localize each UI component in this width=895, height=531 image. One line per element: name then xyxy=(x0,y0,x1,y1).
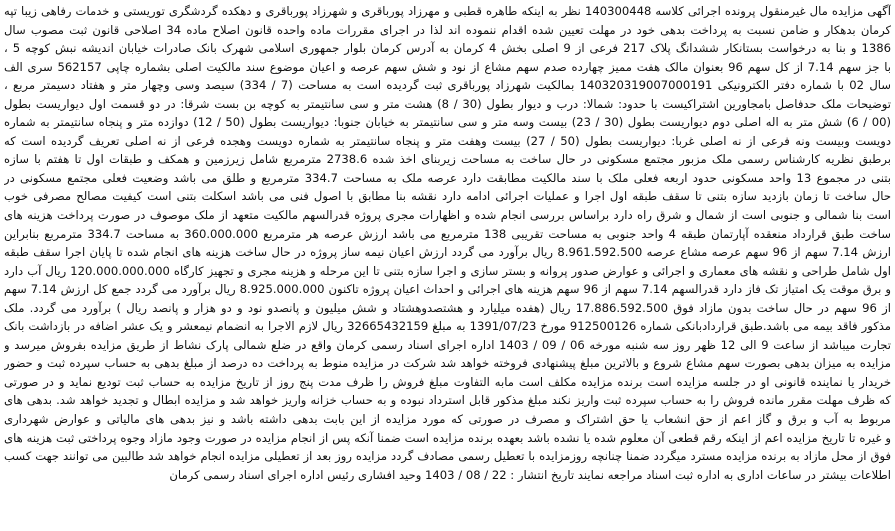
notice-line: و برق موقت یک امتیاز تک فاز دارد قدرالسهم 7.14 سهم از 96 سهم هزینه های اجرائی و احداث اعیان پروژه تاکنون 8.925.000.000 ریال برآورد می گردد جمع کل ارزش 7.14 سهم xyxy=(4,282,891,297)
notice-line: مذکور فاقد بیمه می باشد.طبق قراردادبانکی شماره 912500126 مورخ 1391/07/23 به مبلغ 32665432159 ریال لازم الاجرا به انضمام نیمعشر و یک عشر اضافه در بازداشت بانک xyxy=(4,319,891,334)
notice-line: ساخت طبق قرارداد منعقده آپارتمان طبقه 4 واحد جنوبی به مساحت تقریبی 138 مترمربع می باشد ارزش عرصه هر مترمربع 360.000.000 به مساحت 334.7 مترمربع بنابراین xyxy=(4,226,891,241)
notice-line: که ظرف مهلت مقرر مانده فروش را به حساب سپرده ثبت واریز نکند مبلغ مذکور قابل استرداد نبوده و به حساب خزانه واریز خواهد شد و مزایده ابطال و تجدید خواهد شد. بدهی های xyxy=(4,393,891,408)
notice-line: دویست وبیست ونه فرعی از نه اصلی غربا: دیواریست بطول (50 / 27) بیست وهفت متر و پنجاه سانتیمتر به شماره دویست وهجده فرعی از نه اصلی تعریف گردیده است که xyxy=(4,133,891,148)
notice-line: خریدار یا نماینده قانونی او در جلسه مزایده است برنده مزایده مکلف است مابه التفاوت مبلغ فروش را ظرف مدت پنج روز از تاریخ مزایده به حساب ثبت تودیع نماید و در صورتی xyxy=(4,374,891,389)
notice-line: 1386 و بنا به درخواست بستانکار ششدانگ پلاک 217 فرعی از 9 اصلی بخش 4 کرمان به آدرس کرمان بلوار جمهوری اسلامی شهرک بانک صادرات خیابان اندیشه نبش کوچه 5 ، xyxy=(4,41,891,56)
notice-line: است بنا شمالی و جنوبی است از شمال و شرق راه دارد براساس بررسی انجام شده و اظهارات مجری پروژه قدرالسهم مالکیت متعهد از ملک موصوف در صورت پرداخت هزینه های xyxy=(4,208,891,223)
notice-line: بتنی در مجموع 13 واحد مسکونی حدود اربعه فعلی ملک با سند مالکیت مطابقت دارد عرصه ملک به مساحت 334.7 مترمربع و طلق می باشد وضعیت فعلی مجتمع مسکونی در xyxy=(4,170,891,185)
notice-line: توضیحات ملک حدفاصل بامجاورین اشتراکیست با حدود: شمالا: درب و دیوار بطول (30 / 8) هشت متر و سی سانتیمتر به کوچه بن بست شرقا: در دو قسمت اول دیواریست بطول xyxy=(4,96,891,111)
notice-line: برطبق نظریه کارشناس رسمی ملک مزبور مجتمع مسکونی در حال ساخت به مساحت زیربنای اخذ شده 2738.6 مترمربع شامل زیرزمین و همکف و طبقات اول تا هفتم با سازه xyxy=(4,152,891,167)
notice-line: اول شامل طراحی و نقشه های معماری و اجرائی و عوارض صدور پروانه و بستر سازی و اجرا سازه بتنی تا این مرحله و هزینه مجری و تجهیز کارگاه 120.000.000.000 ریال آب دارد xyxy=(4,263,891,278)
notice-line: (00 / 6) شش متر به اله اصلی دوم دیواریست بطول (30 / 23) بیست وسه متر و سی سانتیمتر به خیابان جنوبا: دیواریست بطول (50 / 12) دوازده متر و پنجاه سانتیمتر به شماره xyxy=(4,115,891,130)
notice-line: مربوط به آب و برق و گاز اعم از حق انشعاب یا حق اشتراک و مصرف در صورتی که مورد مزایده از این بابت بدهی داشته باشد و نیز بدهی های مالیاتی و عوارض شهرداری xyxy=(4,412,891,427)
notice-line: سال 02 با شماره دفتر الکترونیکی 140320319007000191 بمالکیت شهرزاد پورباقری ثبت گردیده است به مساحت (7 / 334) سیصد وسی وچهار متر و هفتاد دسیمتر مربع ، xyxy=(4,78,891,93)
notice-line: با جز سهم 7.14 از کل سهم 96 بعنوان مالک هفت ممیز چهارده صدم سهم مشاع از نود و شش سهم عرصه و اعیان موضوع سند مالکیت اصلی بشماره چاپی 562157 سری الف xyxy=(4,59,891,74)
notice-line: کرمان بدهکار و ضامن نسبت به پرداخت بدهی خود در مهلت تعیین شده اقدام ننموده اند لذا در اجرای مقررات ماده واحده قانون اصلاح ماده 34 اصلاحی قانون ثبت مصوب سال xyxy=(4,22,891,37)
notice-line: آگهی مزایده مال غیرمنقول پرونده اجرائی کلاسه 140300448 نظر به اینکه طاهره قطبی و مهرزاد پورباقری و شهرزاد پورباقری و دهکده گردشگری توریستی و خدمات رفاهی زیبا تپه xyxy=(4,4,891,18)
notice-line: از 96 سهم در حال ساخت بدون مازاد فوق 17.886.592.500 ریال (هفده میلیارد و هشتصدوهشتاد و شش میلیون و پانصدو نود و دو هزار و پانصد ریال ) برآورد می گردد. ملک xyxy=(4,300,891,315)
notice-line: ارزش 7.14 سهم از 96 سهم عرصه مشاع عرصه 8.961.592.500 ریال برآورد می گردد ارزش اعیان نیمه ساز پروژه در حال ساخت هزینه های انجام شده تا پایان اجرا سقف طبقه xyxy=(4,245,891,260)
notice-line: فوق از محل مازاد به برنده مزایده مسترد میگردد ضمنا چنانچه روزمزایده با تعطیل رسمی مصادف گردد مزایده روز بعد از تعطیلی مزایده انجام خواهد شد طالبین می توانند جهت کسب xyxy=(4,449,891,464)
notice-line: مزایده به میزان بدهی بصورت سهم مشاع شروع و بالاترین مبلغ پیشنهادی فروخته خواهد شد شرکت در مزایده منوط به پرداخت ده درصد از مبلغ بدهی به حساب سپرده ثبت و حضور xyxy=(4,356,891,371)
notice-line: و غیره تا تاریخ مزایده اعم از اینکه رقم قطعی آن معلوم شده یا نشده باشد بعهده برنده مزایده است ضمنا آنکه پس از انجام مزایده در صورت وجود مازاد وجوه پرداختی ثبت هزینه های xyxy=(4,430,891,445)
notice-line: تجارت میباشد از ساعت 9 الی 12 ظهر روز سه شنبه مورخه 06 / 09 / 1403 اداره اجرای اسناد رسمی کرمان واقع در ضلع شمالی پارک نشاط از طریق مزایده بفروش میرسد و xyxy=(4,337,891,352)
notice-line: حال ساخت تا زمان بازدید سازه بتنی تا سقف طبقه اول اجرا و عملیات اجرائی ادامه دارد نقشه بنا مطابق با اصول فنی می باشد اسکلت بتنی است کیفیت مصالح مصرفی خوب xyxy=(4,189,891,204)
notice-line: اطلاعات بیشتر در ساعات اداری به اداره ثبت اسناد مراجعه نمایند تاریخ انتشار : 22 / 08 / 1403 وحید افشاری رئیس اداره اجرای اسناد رسمی کرمان xyxy=(169,467,891,482)
